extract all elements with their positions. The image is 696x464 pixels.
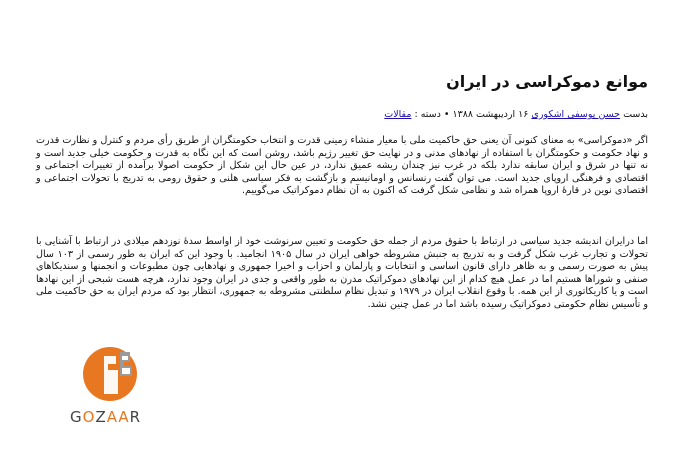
- paragraph-2: اما درایران اندیشه جدید سیاسی در ارتباط با حقوق مردم از جمله حق حکومت و تعیین سرنوشت خود از اواسط سدهٔ نوزدهم میلادی در ارتباط با آشنایی با تحولات و تجارب غرب شکل گرفت و به تدریج به جنبش مشروطه خواهی ایران در سال ۱۹۰۵ انجامید. با وجود این که ایران به طور رسمی از ۱۰۳ سال پیش به صورت رسمی و به ظاهر دارای قانون اساسی و انتخابات و پارلمان و احزاب و اخیرا جمهوری و نهادهایی چون مطبوعات و انجمنها و سندیکاهای صنفی و شوراها هستیم اما در عمل هیچ کدام از این نهادهای دموکراتیک مدرن به طور واقعی و جدی در ایران وجود ندارد، هرچه هست شبحی از این نهادها است و یا کاریکاتوری از این همه. با وقوع انقلاب ایران در ۱۹۷۹ و تبدیل نظام سلطنتی مشروطه به جمهوری، انتظار بود که مردم ایران به حق حاکمیت ملی و تأسیس نظام حکومتی دموکراتیک رسیده باشد اما در عمل چنین نشد.: [36, 236, 648, 310]
- article-meta: [28, 108, 648, 122]
- gozaar-wordmark: GOZAAR: [70, 408, 142, 426]
- gozaar-logo-mark-icon: [82, 342, 144, 404]
- paragraph-1: اگر «دموکراسی» به معنای کنونی آن یعنی حق حاکمیت ملی با معیار منشاء زمینی قدرت و انتخاب حکومتگران از طریق رأی مردم و کنترل و نظارت قدرت و نهاد حکومت و حکومتگران با استفاده از نهادهای مدنی و در نهایت حق تغییر رژیم باشد، روشن است که این نگاه به قدرت و حکومت خیلی جدید است و نه تنها در شرق و ایران سابقه ندارد بلکه در غرب نیز چندان ریشه عمیق ندارد، در عین حال این شکل از حکومت اصولا برآمده از تغییرات اجتماعی و اقتصادی و فرهنگی اروپای جدید است. می توان گفت رنسانس و اومانیسم و بازگشت به فکر سیاسی هلنی و حقوق رومی به تدریج با تحولات اجتماعی و اقتصادی نوین در قارهٔ اروپا همراه شد و نظامی شکل گرفت که اکنون به آن نظام دموکراتیک می‌گوییم.: [36, 135, 648, 197]
- author-link[interactable]: حسن یوسفی اشکوری: [531, 109, 621, 120]
- meta-by: بدست: [623, 109, 648, 120]
- meta-category-label: دسته :: [414, 109, 441, 120]
- category-link[interactable]: مقالات: [384, 109, 412, 120]
- meta-date: ۱۶ اردیبهشت ۱۳۸۸: [452, 109, 529, 120]
- meta-separator: •: [443, 109, 450, 120]
- gozaar-logo: [70, 342, 160, 434]
- article-title: موانع دموکراسی در ایران: [446, 72, 648, 91]
